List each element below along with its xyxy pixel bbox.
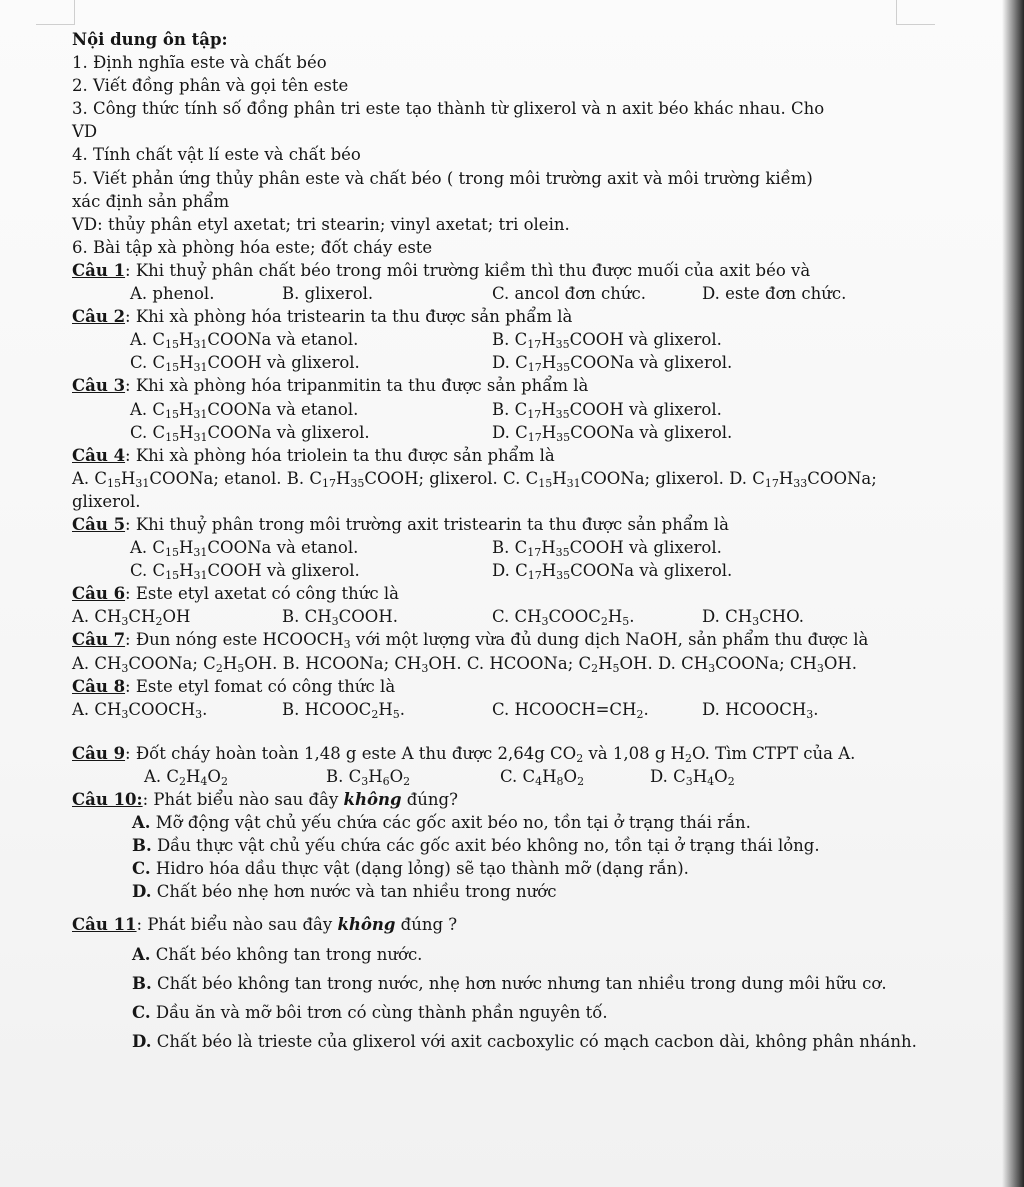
- question-5: [72, 513, 932, 536]
- option-a: A. Mỡ động vật chủ yếu chứa các gốc axit béo no, tồn tại ở trạng thái rắn.: [132, 813, 751, 833]
- question-6: [72, 582, 932, 605]
- option-c: C. $C_4H_8O_2$: [500, 766, 585, 788]
- question-label: Câu 7: [72, 630, 126, 650]
- option-a: A. $CH_3CH_2OH$: [72, 607, 191, 629]
- question-stem: : Khi thuỷ phân trong môi trường axit tristearin ta thu được sản phẩm là: [125, 514, 729, 534]
- option-c: C. $C_{15}H_{31}COOH$ và glixerol.: [130, 561, 360, 583]
- spacer: [72, 721, 932, 742]
- page-corner-marker-right: [896, 0, 935, 25]
- question-9: [72, 742, 932, 765]
- review-item: 2. Viết đồng phân và gọi tên este: [72, 76, 349, 96]
- question-2-options-row1: [72, 328, 932, 351]
- option-c: C. $CH_3COOC_2H_5$.: [492, 607, 635, 629]
- question-3-options-row2: [72, 421, 932, 444]
- question-label: Câu 8: [72, 676, 126, 696]
- question-stem: : Khi xà phòng hóa triolein ta thu được sản phẩm là: [125, 445, 555, 465]
- option-a: A. $C_2H_4O_2$: [144, 766, 228, 788]
- option-d: D. este đơn chức.: [702, 284, 847, 304]
- question-label: Câu 3: [72, 376, 126, 396]
- review-item: 1. Định nghĩa este và chất béo: [72, 53, 327, 73]
- document-body: [72, 28, 932, 1053]
- question-1-options: [72, 282, 932, 305]
- question-8: [72, 675, 932, 698]
- question-label: Câu 9: [72, 743, 126, 763]
- question-stem: : Este etyl axetat có công thức là: [125, 584, 400, 604]
- option-a: A. $CH_3COONa$; $C_2H_5OH$.: [72, 653, 278, 675]
- question-label: Câu 10:: [72, 790, 143, 809]
- option-c: C. $C_{15}H_{31}COOH$ và glixerol.: [130, 353, 360, 375]
- option-d: D. $C_{17}H_{35}COONa$ và glixerol.: [492, 422, 733, 444]
- option-c: C. Dầu ăn và mỡ bôi trơn có cùng thành phần nguyên tố.: [132, 1002, 608, 1022]
- review-item: 5. Viết phản ứng thủy phân este và chất béo ( trong môi trường axit và môi trường kiềm): [72, 168, 813, 188]
- question-9-options: [72, 765, 932, 788]
- question-label: Câu 4: [72, 445, 126, 465]
- option-d: D. $HCOOCH_3$.: [702, 699, 819, 721]
- question-5-options-row2: [72, 559, 932, 582]
- question-4-options: [72, 467, 932, 513]
- question-3: [72, 374, 932, 397]
- option-b: B. HCOONa; $CH_3OH$.: [282, 653, 462, 675]
- review-item: 3. Công thức tính số đồng phân tri este tạo thành từ glixerol và n axit béo khác nhau. Cho: [72, 99, 825, 119]
- question-stem: : Khi thuỷ phân chất béo trong môi trường kiềm thì thu được muối của axit béo và: [125, 260, 811, 280]
- option-d: D. $C_{17}H_{35}COONa$ và glixerol.: [492, 353, 733, 375]
- question-label: Câu 11: [72, 915, 137, 935]
- option-b: B. Chất béo không tan trong nước, nhẹ hơn nước nhưng tan nhiều trong dung môi hữu cơ.: [132, 973, 887, 993]
- option-d: D. Chất béo nhẹ hơn nước và tan nhiều trong nước: [132, 882, 557, 902]
- option-b: B. $HCOOC_2H_5$.: [282, 699, 405, 721]
- option-b: B. $CH_3COOH$.: [282, 607, 398, 629]
- option-b: B. $C_{17}H_{35}COOH$ và glixerol.: [492, 330, 722, 352]
- question-label: Câu 1: [72, 260, 126, 280]
- screen-edge-shadow: [1002, 0, 1024, 1187]
- question-label: Câu 6: [72, 584, 126, 604]
- review-heading: Nội dung ôn tập:: [72, 30, 228, 49]
- question-1: [72, 259, 932, 282]
- question-2: [72, 305, 932, 328]
- spacer: [72, 903, 932, 913]
- option-d: D. $CH_3CHO$.: [702, 607, 804, 629]
- question-stem: : Khi xà phòng hóa tripanmitin ta thu được sản phẩm là: [125, 376, 589, 396]
- option-d: D. $C_{17}H_{35}COONa$ và glixerol.: [492, 561, 733, 583]
- question-stem: : Đun nóng este $HCOOCH_3$ với một lượng vừa đủ dung dịch NaOH, sản phẩm thu được là: [125, 630, 869, 652]
- question-label: Câu 2: [72, 307, 126, 327]
- page-corner-marker-left: [36, 0, 75, 25]
- question-stem: : Khi xà phòng hóa tristearin ta thu được sản phẩm là: [125, 307, 573, 327]
- option-a: A. $C_{15}H_{31}COONa$ và etanol.: [130, 538, 359, 560]
- option-c: C. Hidro hóa dầu thực vật (dạng lỏng) sẽ tạo thành mỡ (dạng rắn).: [132, 859, 689, 879]
- option-a: A. $C_{15}H_{31}COONa$; etanol.: [72, 468, 282, 490]
- option-d: D. Chất béo là trieste của glixerol với axit cacboxylic có mạch cacbon dài, không phân nhánh.: [132, 1031, 917, 1051]
- option-b: B. glixerol.: [282, 284, 374, 304]
- question-6-options: [72, 605, 932, 628]
- option-d: D. $C_3H_4O_2$: [650, 766, 735, 788]
- question-5-options-row1: [72, 536, 932, 559]
- option-a: A. Chất béo không tan trong nước.: [132, 944, 423, 964]
- review-item: 6. Bài tập xà phòng hóa este; đốt cháy este: [72, 237, 433, 257]
- question-7-options: [72, 652, 932, 675]
- option-b: B. $C_{17}H_{35}COOH$; glixerol.: [286, 468, 498, 490]
- review-item: 4. Tính chất vật lí este và chất béo: [72, 145, 361, 165]
- option-a: A. $C_{15}H_{31}COONa$ và etanol.: [130, 330, 359, 352]
- question-stem: : Este etyl fomat có công thức là: [125, 676, 396, 696]
- review-item: xác định sản phẩm: [72, 191, 230, 211]
- option-c: C. $HCOOCH=CH_2$.: [492, 699, 649, 721]
- option-c: C. $C_{15}H_{31}COONa$; glixerol.: [503, 468, 724, 490]
- question-label: Câu 5: [72, 514, 126, 534]
- option-b: B. Dầu thực vật chủ yếu chứa các gốc axit béo không no, tồn tại ở trạng thái lỏng.: [132, 836, 820, 856]
- question-stem: : Phát biểu nào sau đây không đúng ?: [136, 915, 458, 935]
- review-item: VD: [72, 122, 98, 142]
- question-7: [72, 628, 932, 651]
- review-item: VD: thủy phân etyl axetat; tri stearin; vinyl axetat; tri olein.: [72, 214, 570, 234]
- option-d: D. $C_{17}H_{33}COONa$; glixerol.: [72, 468, 877, 511]
- option-c: C. ancol đơn chức.: [492, 284, 647, 304]
- option-c: C. HCOONa; $C_2H_5OH$.: [466, 653, 653, 675]
- option-b: B. $C_{17}H_{35}COOH$ và glixerol.: [492, 399, 722, 421]
- question-3-options-row1: [72, 398, 932, 421]
- question-8-options: [72, 698, 932, 721]
- option-a: A. phenol.: [130, 284, 215, 304]
- option-a: A. $C_{15}H_{31}COONa$ và etanol.: [130, 399, 359, 421]
- question-10: [72, 788, 932, 811]
- option-b: B. $C_3H_6O_2$: [326, 766, 411, 788]
- question-stem: : Đốt cháy hoàn toàn 1,48 g este A thu được 2,64g $CO_2$ và 1,08 g $H_2O$. Tìm CTPT của A.: [125, 743, 856, 765]
- option-d: D. $CH_3COONa$; $CH_3OH$.: [657, 653, 858, 675]
- option-a: A. $CH_3COOCH_3$.: [72, 699, 208, 721]
- question-stem: : Phát biểu nào sau đây không đúng?: [142, 790, 458, 809]
- option-b: B. $C_{17}H_{35}COOH$ và glixerol.: [492, 538, 722, 560]
- option-c: C. $C_{15}H_{31}COONa$ và glixerol.: [130, 422, 370, 444]
- question-11: [72, 913, 932, 936]
- question-4: [72, 444, 932, 467]
- question-2-options-row2: [72, 351, 932, 374]
